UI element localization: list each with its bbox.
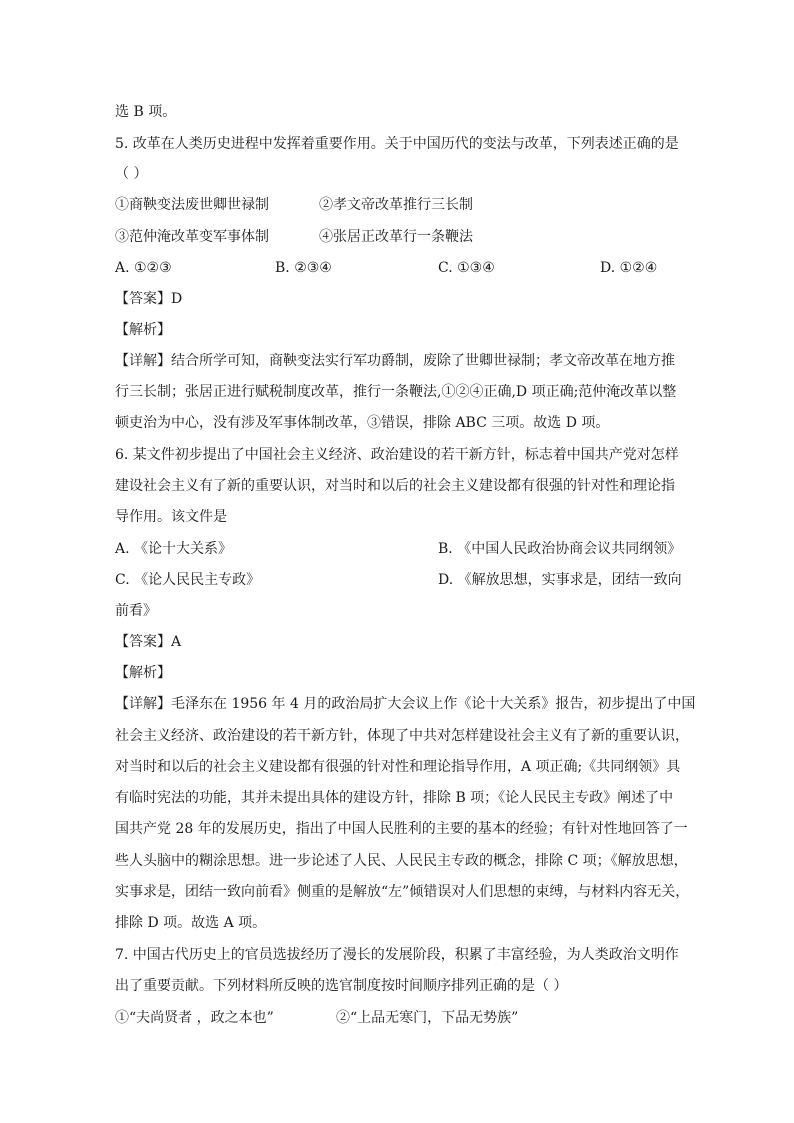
q6-detail-line-1: 【详解】毛泽东在 1956 年 4 月的政治局扩大会议上作《论十大关系》报告，初步提出了中国	[115, 696, 696, 712]
q6-answer: 【答案】A	[115, 634, 182, 650]
q5-option-c: C. ①③④	[438, 260, 495, 276]
q5-stem-line-2: （ ）	[115, 166, 148, 182]
q6-detail-line-3: 对当时和以后的社会主义建设都有很强的针对性和理论指导作用，A 项正确;《共同纲领》具	[115, 759, 681, 775]
q6-detail-line-7: 实事求是，团结一致向前看》侧重的是解放“左”倾错误对人们思想的束缚，与材料内容无关，	[115, 884, 690, 900]
q6-option-a: A. 《论十大关系》	[115, 541, 233, 557]
q5-item-3: ③范仲淹改革变军事体制	[115, 229, 269, 245]
q5-detail-line-1: 【详解】结合所学可知，商鞅变法实行军功爵制，废除了世卿世禄制；孝文帝改革在地方推	[115, 353, 675, 369]
q6-detail-line-8: 排除 D 项。故选 A 项。	[115, 915, 267, 931]
q5-analysis-label: 【解析】	[115, 322, 171, 338]
q5-detail-line-2: 行三长制；张居正进行赋税制度改革，推行一条鞭法,①②④正确,D 项正确;范仲淹改革以整	[115, 384, 677, 400]
q5-option-a: A. ①②③	[115, 260, 172, 276]
q6-stem-line-3: 导作用。该文件是	[115, 509, 227, 525]
prev-answer-tail: 选 B 项。	[115, 104, 177, 120]
q6-stem-line-2: 建设社会主义有了新的重要认识，对当时和以后的社会主义建设都有很强的针对性和理论指	[115, 478, 675, 494]
q5-stem-line-1: 5. 改革在人类历史进程中发挥着重要作用。关于中国历代的变法与改革，下列表述正确的是	[115, 136, 679, 152]
q6-detail-line-5: 国共产党 28 年的发展历史，指出了中国人民胜利的主要的基本的经验；有针对性地回答了一	[115, 821, 688, 837]
q5-item-2: ②孝文帝改革推行三长制	[319, 197, 473, 213]
q7-item-2: ②“上品无寒门，下品无势族”	[336, 1010, 519, 1026]
q5-item-1: ①商鞅变法废世卿世禄制	[115, 197, 269, 213]
q6-option-b: B. 《中国人民政治协商会议共同纲领》	[438, 541, 682, 557]
q6-detail-line-4: 有临时宪法的功能，其并未提出具体的建设方针，排除 B 项；《论人民民主专政》阐述了中	[115, 790, 674, 806]
q6-option-d: D. 《解放思想，实事求是，团结一致向	[438, 572, 682, 588]
q7-stem-line-1: 7. 中国古代历史上的官员选拔经历了漫长的发展阶段，积累了丰富经验，为人类政治文明作	[115, 947, 679, 963]
q5-detail-line-3: 顿吏治为中心，没有涉及军事体制改革，③错误，排除 ABC 三项。故选 D 项。	[115, 415, 610, 431]
q5-option-b: B. ②③④	[275, 260, 332, 276]
q5-answer: 【答案】D	[115, 291, 183, 307]
q6-analysis-label: 【解析】	[115, 665, 171, 681]
q5-option-d: D. ①②④	[600, 260, 658, 276]
q6-stem-line-1: 6. 某文件初步提出了中国社会主义经济、政治建设的若干新方针，标志着中国共产党对怎样	[115, 447, 679, 463]
q5-item-4: ④张居正改革行一条鞭法	[319, 229, 473, 245]
q6-option-d-continued: 前看》	[115, 603, 157, 619]
q6-detail-line-6: 些人头脑中的糊涂思想。进一步论述了人民、人民民主专政的概念，排除 C 项；《解放思想，	[115, 853, 688, 869]
q6-option-c: C. 《论人民民主专政》	[115, 572, 261, 588]
q7-item-1: ①“夫尚贤者 ，政之本也”	[115, 1010, 274, 1026]
q7-stem-line-2: 出了重要贡献。下列材料所反映的选官制度按时间顺序排列正确的是（ ）	[115, 978, 568, 994]
q6-detail-line-2: 社会主义经济、政治建设的若干新方针，体现了中共对怎样建设社会主义有了新的重要认识，	[115, 728, 689, 744]
